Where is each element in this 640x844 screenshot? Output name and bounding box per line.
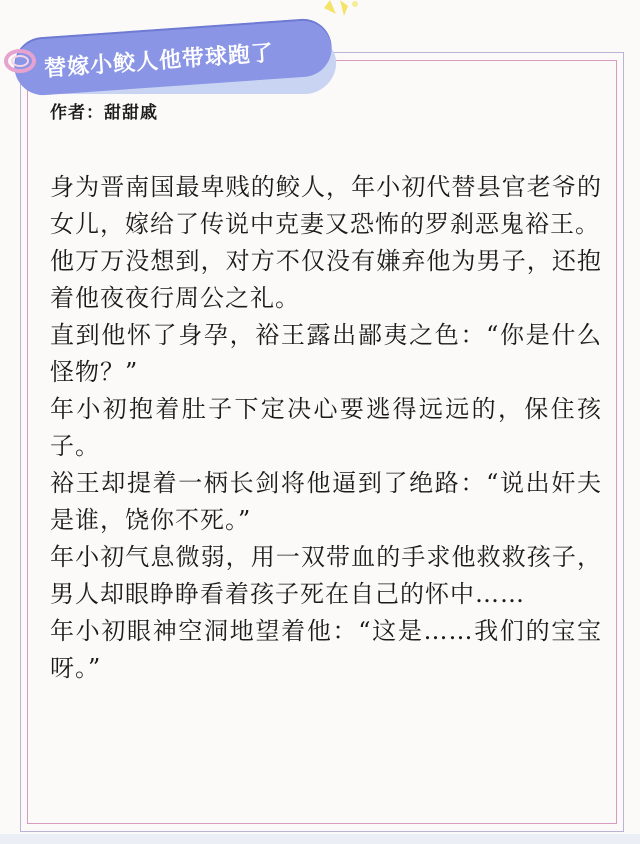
- author-name: 甜甜戚: [104, 103, 158, 123]
- ring-icon: [2, 46, 40, 76]
- paragraph: 年小初气息微弱，用一双带血的手求他救救孩子，男人却眼睁睁看着孩子死在自己的怀中……: [50, 543, 602, 608]
- paragraph: 直到他怀了身孕，裕王露出鄙夷之色：“你是什么怪物？”: [50, 321, 602, 386]
- author-label: 作者: [50, 103, 86, 123]
- title-banner: [0, 10, 360, 90]
- paragraph: 身为晋南国最卑贱的鲛人，年小初代替县官老爷的女儿，嫁给了传说中克妻又恐怖的罗刹恶鬼裕王。: [50, 173, 602, 238]
- paragraph: 他万万没想到，对方不仅没有嫌弃他为男子，还抱着他夜夜行周公之礼。: [50, 247, 602, 312]
- paragraph: 年小初抱着肚子下定决心要逃得远远的，保住孩子。: [50, 395, 602, 460]
- synopsis: [50, 169, 602, 687]
- paragraph: 年小初眼神空洞地望着他：“这是……我们的宝宝呀。”: [50, 617, 602, 682]
- book-title: 替嫁小鲛人他带球跑了: [43, 41, 275, 82]
- bottom-strip: [0, 834, 640, 844]
- author-separator: ：: [86, 103, 104, 123]
- paragraph: 裕王却提着一柄长剑将他逼到了绝路：“说出奸夫是谁，饶你不死。”: [50, 469, 602, 534]
- author-line: [50, 98, 158, 123]
